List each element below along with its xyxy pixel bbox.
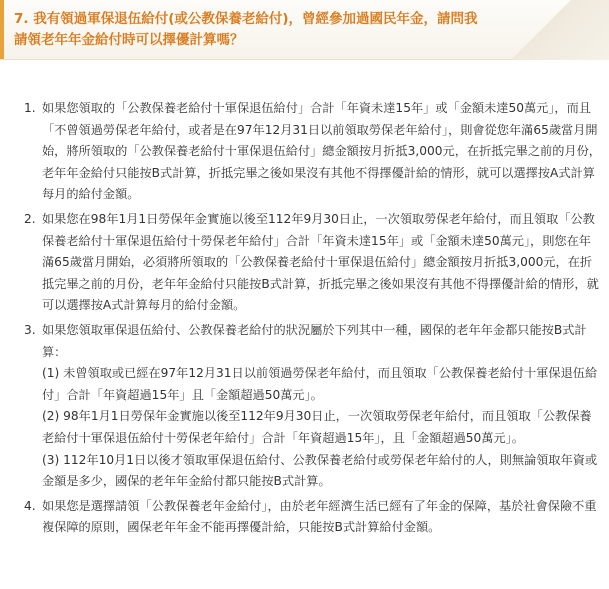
item-text: 如果您是選擇請領「公教保養老年金給付」，由於老年經濟生活已經有了年金的保障，基於社會保險不重複保障的原則，國保老年年金不能再擇優計給，只能按B式計算給付金額。 — [42, 498, 597, 535]
answer-item-1 — [24, 98, 602, 206]
item-number: 3. — [24, 322, 36, 337]
item-number: 4. — [24, 498, 36, 513]
sub-item-1: (1) 未曾領取或已經在97年12月31日以前領過勞保老年給付，而且領取「公教保養老給付十軍保退伍給付」合計「年資超過15年」且「金額超過50萬元」。 — [42, 366, 598, 402]
item-text: 如果您領取軍保退伍給付、公教保養老給付的狀況屬於下列其中一種，國保的老年年金都只能按B式計算： — [42, 322, 587, 359]
item-text: 如果您領取的「公教保養老給付十軍保退伍給付」合計「年資未達15年」或「金額未達50萬元」，而且「不曾領過勞保老年給付，或者是在97年12月31日以前領取勞保老年給付」，則會從您年滿65歲當月開始，將所領取的「公教保養老給付十軍保退伍給付」總金額按月折抵3,000元，在折抵完畢之前的月份，老年年金給付只能按B式計算，折抵完畢之後如果沒有其他不得擇優計給的情形，就可以選擇按A式計算每月的給付金額。 — [42, 101, 601, 202]
answer-item-3 — [24, 320, 602, 493]
item-text: 如果您在98年1月1日勞保年金實施以後至112年9月30日止，一次領取勞保老年給付，而且領取「公教保養老給付十軍保退伍給付十勞保老年給付」合計「年資未達15年」或「金額未達50萬元」，則您在年滿65歲當月開始，必須將所領取的「公教保養老給付十軍保退伍給付」總金額按月折抵3,000元，在折抵完畢之前的月份，老年年金給付只能按B式計算，折抵完畢之後如果沒有其他不得擇優計給的情形，就可以選擇按A式計算每月的給付金額。 — [42, 211, 599, 313]
question-title: 7. 我有領過軍保退伍給付(或公教保養老給付)，曾經參加過國民年金，請問我請領老年年金給付時可以擇優計算嗎？ — [14, 11, 478, 48]
item-number: 2. — [24, 211, 36, 226]
header-corner-decoration — [489, 0, 609, 60]
question-header — [0, 0, 609, 60]
sub-item-2: (2) 98年1月1日勞保年金實施以後至112年9月30日止，一次領取勞保老年給付，而且領取「公教保養老給付十軍保退伍給付十勞保老年給付」合計「年資超過15年」，且「金額超過50萬元」。 — [42, 409, 592, 445]
answer-item-4 — [24, 496, 602, 539]
sub-item-3: (3) 112年10月1日以後才領取軍保退伍給付、公教保養老給付或勞保老年給付的人，則無論領取年資或金額是多少，國保的老年年金給付都只能按B式計算。 — [42, 452, 598, 489]
answer-item-2 — [24, 209, 602, 317]
answer-list — [24, 98, 602, 542]
item-number: 1. — [24, 101, 36, 115]
